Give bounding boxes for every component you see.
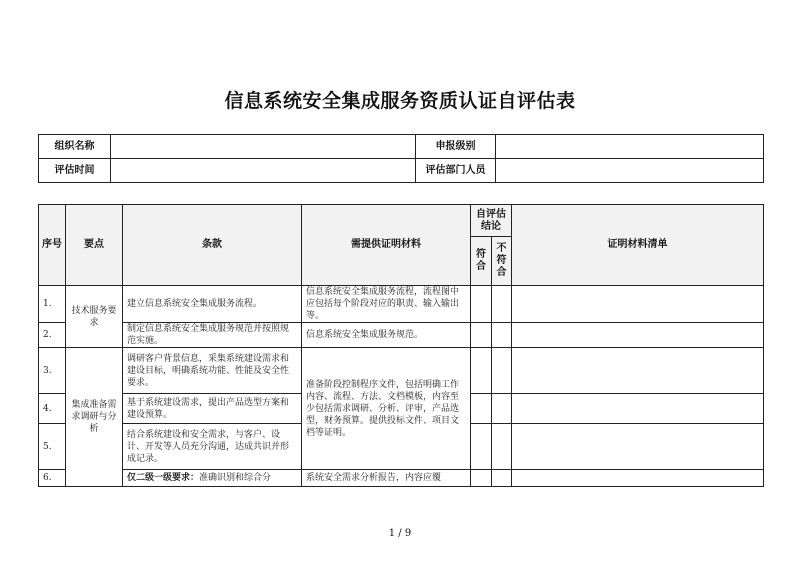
- conform-checkbox[interactable]: [471, 470, 492, 487]
- material-cell: 系统安全需求分析报告，内容应覆: [302, 470, 471, 487]
- org-info-table: [38, 134, 764, 183]
- clause-cell: 结合系统建设和安全需求，与客户、设计、开发等人员充分沟通，达成共识并形成记录。: [123, 424, 302, 470]
- conform-checkbox[interactable]: [471, 286, 492, 323]
- header-nonconform: 不符合: [492, 237, 512, 286]
- clause-cell: 基于系统建设需求，提出产品选型方案和建设预算。: [123, 394, 302, 424]
- nonconform-checkbox[interactable]: [492, 424, 512, 470]
- material-cell: 信息系统安全集成服务流程，流程图中应包括每个阶段对应的职责、输入输出等。: [302, 286, 471, 323]
- header-self-eval: 自评估结论: [471, 205, 512, 237]
- clause-cell: 制定信息系统安全集成服务规范并按照规范实施。: [123, 323, 302, 348]
- assessment-table: [38, 204, 764, 487]
- nonconform-checkbox[interactable]: [492, 394, 512, 424]
- header-evidence-list: 证明材料清单: [512, 205, 764, 286]
- material-cell: 准备阶段控制程序文件，包括明确工作内容、流程、方法、文档模板，内容至少包括需求调研、分析、评审，产品选型，财务预算。提供投标文件、项目文档等证明。: [302, 348, 471, 470]
- header-seq: 序号: [39, 205, 66, 286]
- conform-checkbox[interactable]: [471, 394, 492, 424]
- conform-checkbox[interactable]: [471, 424, 492, 470]
- apply-level-label: 申报级别: [416, 135, 496, 159]
- clause-cell: 建立信息系统安全集成服务流程。: [123, 286, 302, 323]
- point-cell: 集成准备需求调研与分析: [66, 348, 123, 487]
- clause-bold-prefix: 仅二级一级要求：: [127, 473, 200, 483]
- eval-time-label: 评估时间: [39, 159, 111, 183]
- row-seq: 1.: [39, 286, 66, 323]
- evidence-field[interactable]: [512, 323, 764, 348]
- eval-dept-label: 评估部门人员: [416, 159, 496, 183]
- evidence-field[interactable]: [512, 348, 764, 394]
- header-material: 需提供证明材料: [302, 205, 471, 286]
- point-cell: 技术服务要求: [66, 286, 123, 348]
- row-seq: 5.: [39, 424, 66, 470]
- org-name-label: 组织名称: [39, 135, 111, 159]
- page-number: 1 / 9: [388, 528, 412, 539]
- row-seq: 4.: [39, 394, 66, 424]
- header-clause: 条款: [123, 205, 302, 286]
- evidence-field[interactable]: [512, 470, 764, 487]
- evidence-field[interactable]: [512, 286, 764, 323]
- evidence-field[interactable]: [512, 424, 764, 470]
- row-seq: 3.: [39, 348, 66, 394]
- row-seq: 6.: [39, 470, 66, 487]
- eval-dept-field[interactable]: [496, 159, 764, 183]
- conform-checkbox[interactable]: [471, 323, 492, 348]
- eval-time-field[interactable]: [111, 159, 416, 183]
- evidence-field[interactable]: [512, 394, 764, 424]
- clause-cell: 调研客户背景信息，采集系统建设需求和建设目标，明确系统功能、性能及安全性要求。: [123, 348, 302, 394]
- nonconform-checkbox[interactable]: [492, 348, 512, 394]
- row-seq: 2.: [39, 323, 66, 348]
- nonconform-checkbox[interactable]: [492, 286, 512, 323]
- clause-cell: [123, 470, 302, 487]
- org-name-field[interactable]: [111, 135, 416, 159]
- apply-level-field[interactable]: [496, 135, 764, 159]
- nonconform-checkbox[interactable]: [492, 323, 512, 348]
- conform-checkbox[interactable]: [471, 348, 492, 394]
- material-cell: 信息系统安全集成服务规范。: [302, 323, 471, 348]
- nonconform-checkbox[interactable]: [492, 470, 512, 487]
- document-title: 信息系统安全集成服务资质认证自评估表: [224, 90, 576, 112]
- header-conform: 符合: [471, 237, 492, 286]
- clause-text: 准确识别和综合分: [199, 473, 272, 483]
- header-point: 要点: [66, 205, 123, 286]
